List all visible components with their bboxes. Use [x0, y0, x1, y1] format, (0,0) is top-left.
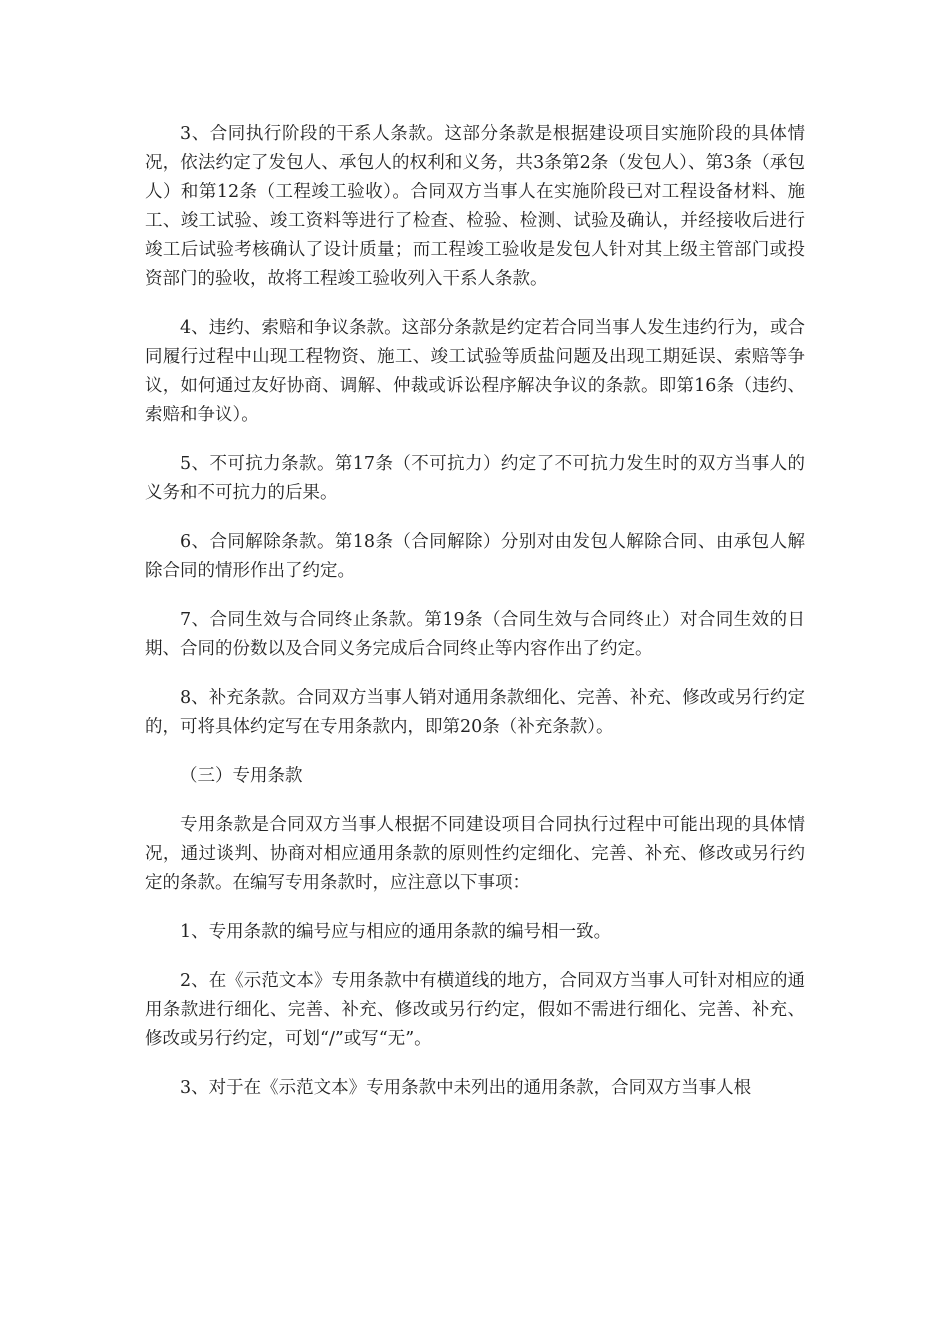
section-heading-special-clauses: （三）专用条款 [180, 766, 303, 786]
paragraph-special-clauses-intro: 专用条款是合同双方当事人根据不同建设项目合同执行过程中可能出现的具体情况，通过谈判、协商对相应通用条款的原则性约定细化、完善、补充、修改或另行约定的条款。在编写专用条款时，应注意以下事项： [145, 815, 805, 893]
paragraph-contract-termination: 6、合同解除条款。第18条（合同解除）分别对由发包人解除合同、由承包人解除合同的情形作出了约定。 [145, 532, 805, 581]
paragraph-effectiveness-and-end: 7、合同生效与合同终止条款。第19条（合同生效与合同终止）对合同生效的日期、合同的份数以及合同义务完成后合同终止等内容作出了约定。 [145, 610, 805, 659]
document-page [145, 120, 805, 1123]
paragraph-supplementary-clauses: 8、补充条款。合同双方当事人销对通用条款细化、完善、补充、修改或另行约定的，可将具体约定写在专用条款内，即第20条（补充条款）。 [145, 688, 805, 737]
paragraph-dash-line-rule: 2、在《示范文本》专用条款中有横道线的地方，合同双方当事人可针对相应的通用条款进行细化、完善、补充、修改或另行约定，假如不需进行细化、完善、补充、修改或另行约定，可划“/”或写“无”。 [145, 971, 805, 1049]
paragraph-breach-claims-disputes: 4、违约、索赔和争议条款。这部分条款是约定若合同当事人发生违约行为，或合同履行过程中山现工程物资、施工、竣工试验等质盐问题及出现工期延误、索赔等争议，如何通过友好协商、调解、仲裁或诉讼程序解决争议的条款。即第16条（违约、索赔和争议）。 [145, 318, 805, 425]
paragraph-force-majeure: 5、不可抗力条款。第17条（不可抗力）约定了不可抗力发生时的双方当事人的义务和不可抗力的后果。 [145, 454, 805, 503]
paragraph-unlisted-clauses: 3、对于在《示范文本》专用条款中未列出的通用条款，合同双方当事人根 [180, 1078, 752, 1098]
paragraph-stakeholder-clauses: 3、合同执行阶段的干系人条款。这部分条款是根据建设项目实施阶段的具体情况，依法约定了发包人、承包人的权利和义务，共3条第2条（发包人）、第3条（承包人）和第12条（工程竣工验收）。合同双方当事人在实施阶段已对工程设备材料、施工、竣工试验、竣工资料等进行了检查、检验、检测、试验及确认，并经接收后进行竣工后试验考核确认了设计质量；而工程竣工验收是发包人针对其上级主管部门或投资部门的验收，故将工程竣工验收列入干系人条款。 [145, 124, 805, 289]
paragraph-numbering-rule: 1、专用条款的编号应与相应的通用条款的编号相一致。 [180, 922, 612, 942]
